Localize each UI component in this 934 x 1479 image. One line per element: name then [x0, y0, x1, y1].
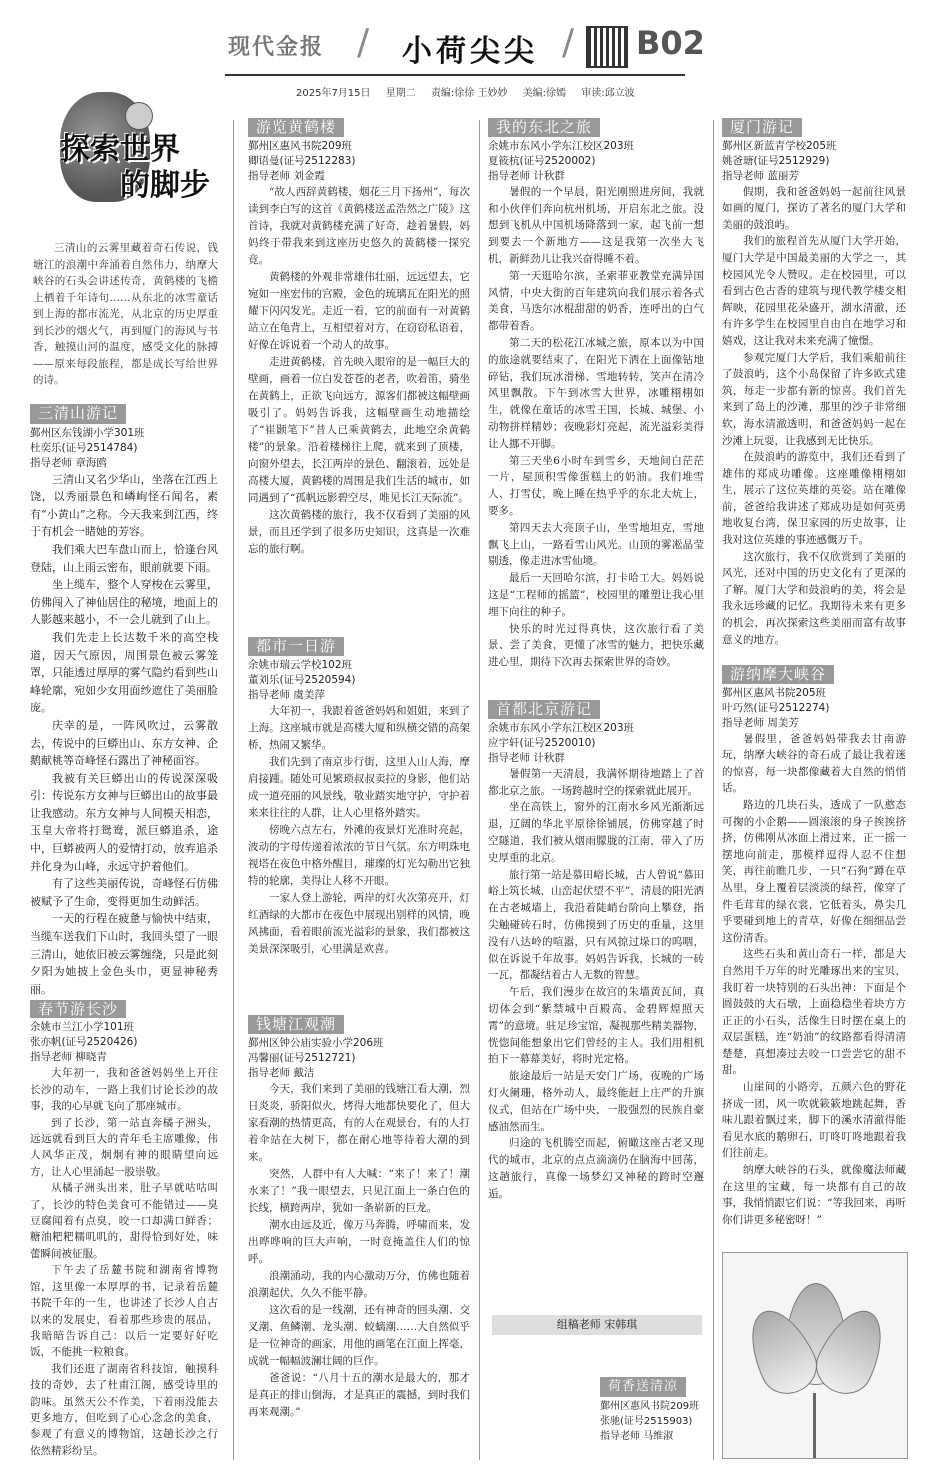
weekday: 星期二: [385, 88, 416, 99]
divider: /: [357, 22, 370, 63]
article-teacher: 指导老师 蓝丽芳: [722, 169, 799, 182]
article-changsha: [30, 1000, 218, 1459]
article-paragraph: 我们乘大巴车盘山而上，恰逢台风登陆，山上雨云密布，眼前就要下雨。: [30, 542, 218, 574]
article-paragraph: 暑假的一个早晨，阳光刚照进房间，我就和小伙伴们奔向杭州机场，开启东北之旅。没想到飞机从中国机场降落到一家，起飞前一想到要去一个新地方——这是我第一次坐大飞机，新鲜劲儿让我兴奋得睡不着。: [488, 185, 704, 265]
article-body: [722, 731, 906, 1229]
article-sanqingshan: [30, 404, 218, 998]
header-rule: [225, 74, 685, 76]
article-title: 我的东北之旅: [488, 118, 600, 137]
article-paragraph: 在鼓浪屿的游览中，我们还看到了雄伟的郑成功雕像。这座雕像栩栩如生，展示了这位英雄的英姿。站在雕像前，爸爸给我讲述了郑成功是如何英勇地收复台湾，保卫家园的历史故事，让我对这位英雄的事迹感慨万千。: [722, 451, 906, 547]
article-paragraph: 我们还逛了湖南省科技馆，触摸科技的奇妙，去了杜甫江阁，感受诗里的韵味。虽然天公不作美，下着雨没能去更多地方，但吃到了心心念念的美食，参观了有意义的博物馆，这趟长沙之行依然精彩纷呈。: [30, 1362, 218, 1457]
page-title: 小荷尖尖: [402, 34, 538, 69]
article-paragraph: 这次旅行，我不仅欣赏到了美丽的风光，还对中国的历史文化有了更深的了解。厦门大学和鼓浪屿的美，将会是我永远珍藏的记忆。我期待未来有更多的机会，再次探索这些美丽而富有故事意义的地方。: [722, 550, 906, 646]
article-teacher: 指导老师 计秋群: [488, 751, 565, 764]
article-school: 余姚市瑞云学校102班: [248, 659, 353, 671]
article-paragraph: 旅行第一站是慕田峪长城，古人曾说“慕田峪上筑长城，山峦起伏望不平”，清晨的阳光洒在古老城墙上，我沿着陡峭台阶向上攀登，指尖触碰砖石时，仿佛摸到了历史的重量，这里没有八达岭的喧嚣，只有风掠过垛口的呜咽，似在诉说千年故事。妈妈告诉我，长城的一砖一瓦，都凝结着古人无数的智慧。: [488, 868, 704, 982]
lotus-painting: [722, 1252, 908, 1459]
masthead: [0, 0, 934, 99]
article-paragraph: 最后一天回哈尔滨，打卡哈工大。妈妈说这是“工程师的摇篮”，校园里的雕塑让我心里埋下向往的种子。: [488, 572, 704, 618]
article-xiamen: [722, 118, 906, 648]
article-teacher: 指导老师 周美芳: [722, 716, 799, 729]
article-body: [248, 703, 470, 958]
painting-title: 荷香送清凉: [600, 1377, 686, 1397]
hero-title: [60, 132, 210, 204]
lotus-stem: [813, 1393, 816, 1459]
hero-banner: [20, 92, 225, 232]
article-title: 春节游长沙: [30, 1000, 126, 1018]
article-teacher: 指导老师 计秋群: [488, 169, 565, 182]
article-qiantang-tide: [248, 1015, 470, 1421]
article-paragraph: 快乐的时光过得真快，这次旅行看了美景、尝了美食，更懂了冰雪的魅力，把快乐藏进心里，期待下次再去探索世界的奇妙。: [488, 622, 704, 669]
article-paragraph: 坐上缆车，整个人穿梭在云雾里，仿佛闯入了神仙居住的秘境，地面上的人影越来越小，不一会儿就到了山上。: [30, 578, 218, 627]
article-paragraph: 纳摩大峡谷的石头，就像魔法师藏在这里的宝藏，每一块都有自己的故事，我悄悄跟它们说：“等我回来，再听你们讲更多秘密呀！”: [722, 1164, 906, 1226]
article-body: [248, 1081, 470, 1421]
article-paragraph: 下午去了岳麓书院和湖南省博物馆，这里像一本厚厚的书，记录着岳麓书院千年的一生，也讲述了长沙人自古以来的发展史，看着那些珍贵的展品，我暗暗告诉自己：以后一定要好好吃饭，不能挑一粒粮食。: [30, 1264, 218, 1359]
article-paragraph: 潮水由远及近，像万马奔腾，呼啸而来，发出哗哗响的巨大声响，一时竟掩盖住人们的惊呼。: [248, 1219, 470, 1265]
article-school: 鄞州区新蓝青学校205班: [722, 139, 837, 152]
article-teacher: 指导老师 刘金霞: [248, 170, 325, 182]
article-body: [30, 471, 218, 999]
article-paragraph: 我们的旅程首先从厦门大学开始，厦门大学是中国最美丽的大学之一，其校园风光令人赞叹。走在校园里，可以看到古色古香的建筑与现代教学楼交相辉映，花园里花朵盛开，湖水清澈，还有许多学生在校园里自由自在地学习和嬉戏，这让我对未来充满了憧憬。: [722, 235, 906, 347]
article-school: 余姚市东风小学东江校区203班: [488, 139, 635, 152]
article-teacher: 指导老师 章海鸥: [30, 456, 107, 469]
painting-school: 鄞州区惠风书院209班: [600, 1400, 700, 1412]
designer: 美编:徐嫣: [522, 88, 567, 99]
article-paragraph: 假期，我和爸爸妈妈一起前往风景如画的厦门，探访了著名的厦门大学和美丽的鼓浪屿。: [722, 185, 906, 231]
article-title: 都市一日游: [248, 637, 344, 656]
intro-text: 三清山的云雾里藏着奇石传说，钱塘江的浪潮中奔涌着自然伟力，纳摩大峡谷的石头会讲述传奇，黄鹤楼的飞檐上栖着千年诗句……从东北的冰雪童话到上海的都市流光，从北京的历史厚重到长沙的烟火气，再到厦门的海风与书香，触摸山河的温度，感受文化的脉搏——原来每段旅程，都是成长写给世界的诗。: [33, 242, 218, 386]
article-paragraph: 这次黄鹤楼的旅行，我不仅看到了美丽的风景，而且还学到了很多历史知识，这真是一次难忘的旅行啊。: [248, 509, 470, 555]
column-rule: [233, 120, 234, 1460]
article-paragraph: 这些石头和黄山奇石一样，都是大自然用千万年的时光雕琢出来的宝贝，我盯着一块特别的石头出神：下面是个圆鼓鼓的大石墩，上面稳稳坐着块方方正正的小石头，活像生日时摆在桌上的双层蛋糕，连“奶油”的纹路都看得清清楚楚，真想凑过去咬一口尝尝它的甜不甜。: [722, 948, 906, 1077]
article-paragraph: 山崖间的小路旁，五颜六色的野花挤成一团，风一吹就簌簌地跳起舞，香味儿跟着飘过来，脚下的溪水清澈得能看见水底的鹅卵石，叮咚叮咚地跟着我们往前走。: [722, 1081, 906, 1160]
article-paragraph: 到了长沙，第一站直奔橘子洲头，远远就看到巨大的青年毛主席雕像，伟人风华正茂，炯炯有神的眼睛望向远方，让人心里涌起一股崇敬。: [30, 1116, 218, 1178]
newspaper-name: 现代金报: [228, 35, 325, 60]
article-paragraph: 大年初一，我跟着爸爸妈妈和姐姐，来到了上海。这座城市就是高楼大厦和纵横交错的高架桥，热闹又繁华。: [248, 705, 470, 751]
article-title: 厦门游记: [722, 118, 802, 137]
article-school: 余姚市东风小学东江校区203班: [488, 721, 635, 734]
article-school: 鄞州区钟公庙实验小学206班: [248, 1037, 384, 1049]
article-paragraph: 大年初一，我和爸爸妈妈坐上开往长沙的动车，一路上我们讨论长沙的故事，我的心早就飞向了那座城市。: [30, 1067, 218, 1113]
article-author: 应宇轩(证号2520010): [488, 736, 596, 749]
article-school: 鄞州区惠风书院209班: [248, 140, 353, 152]
organizer-note: 组稿老师 宋韩琪: [492, 1315, 702, 1335]
article-body: [722, 184, 906, 649]
article-author: 冯馨丽(证号2512721): [248, 1052, 356, 1064]
article-paragraph: 我们先走上长达数千米的高空栈道，因天气原因，周围景色被云雾笼罩，只能透过厚厚的雾气隐约看到些山峰轮廓，宛如少女用面纱遮住了美丽脸庞。: [30, 630, 218, 715]
painting-credit: [600, 1377, 712, 1444]
article-paragraph: 庆幸的是，一阵风吹过，云雾散去，传说中的巨蟒出山、东方女神、企鹅献桃等奇峰怪石露出了神秘面容。: [30, 718, 218, 768]
article-title: 游纳摩大峡谷: [722, 665, 834, 684]
column-rule: [479, 120, 480, 1460]
column-rule: [713, 120, 714, 1460]
article-paragraph: 浪潮涌动，我的内心激动万分，仿佛也随着浪潮起伏，久久不能平静。: [248, 1270, 470, 1299]
article-paragraph: 第四天去大亮顶子山，坐雪地坦克，雪地飘飞上山，一路看雪山风光。山顶的雾凇晶莹剔透，像走进冰雪仙境。: [488, 521, 704, 568]
article-city-tour: [248, 637, 470, 958]
article-teacher: 指导老师 虞美萍: [248, 689, 325, 701]
article-body: [248, 184, 470, 558]
article-paragraph: 黄鹤楼的外观非常雄伟壮丽，远远望去，它宛如一座宏伟的宫殿，金色的琉璃瓦在阳光的照耀下闪闪发光。走近一看，它的前面有一对黄鹤站立在龟背上，互相望着对方，在窃窃私语着，好像在诉说着一个动人的故事。: [248, 271, 470, 351]
article-body: [488, 184, 704, 671]
painting-teacher: 指导老师 马维淑: [600, 1430, 674, 1442]
article-paragraph: 这次看的是一线潮，还有神奇的回头潮、交叉潮、鱼鳞潮、龙头潮、蛟螭潮……大自然似乎是一位神奇的画家，用他的画笔在江面上挥毫，成就一幅幅波澜壮阔的巨作。: [248, 1304, 470, 1367]
page-number: B02: [636, 24, 705, 62]
article-author: 叶巧然(证号2512274): [722, 701, 830, 714]
article-northeast-trip: [488, 118, 704, 671]
child-figure-icon: [125, 102, 153, 130]
article-title: 首都北京游记: [488, 700, 600, 719]
article-author: 张亦帆(证号2520426): [30, 1036, 138, 1049]
article-school: 鄞州区惠风书院205班: [722, 686, 827, 699]
editor: 责编:徐徐 王妙妙: [430, 88, 508, 99]
article-body: [488, 766, 704, 1203]
article-paragraph: 一家人登上游轮，两岸的灯火次第亮开，灯红酒绿的大都市在夜色中展现出别样的风情，晚风拂面，看着眼前流光溢彩的景象，我们都被这美景深深吸引，心里满是欢喜。: [248, 892, 470, 955]
article-paragraph: 路边的几块石头，透成了一队憨态可掬的小企鹅——圆滚滚的身子挨挨挤挤，仿佛刚从冰面上滑过来，正一摇一摆地向前走，那模样逗得人忍不住想笑，再往前瞧几步，一只“石狗”蹲在草丛里，身上覆着层淡淡的绿苔，像穿了件毛茸茸的绿衣裳，它低着头，鼻尖几乎要碰到地上的青草，好像在细细品尝这份清香。: [722, 798, 906, 944]
article-paragraph: 我被有关巨蟒出山的传说深深吸引：传说东方女神与巨蟒出山的故事最让我感动。东方女神与人间模天相恋，玉皇大帝将打鸳鸯，派巨蟒追杀，途中，巨蟒被两人的爱情打动，放弃追杀并化身为山峰，永远守护着他们。: [30, 771, 218, 873]
hero-title-line: 探索世界: [60, 132, 180, 167]
article-namo-canyon: [722, 665, 906, 1228]
article-paragraph: 第一天逛哈尔滨，圣索菲亚教堂充满异国风情，中央大街的百年建筑向我们展示着各式美食，马迭尔冰棍甜甜的奶香，连呼出的白气都带着香。: [488, 269, 704, 333]
article-paragraph: 突然，人群中有人大喊：“来了！来了！潮水来了！”我一眼望去，只见江面上一条白色的长线，横跨两岸，犹如一条崭新的巨龙。: [248, 1168, 470, 1214]
article-paragraph: 第三天坐6小时车到雪乡，天地间白茫茫一片，屋顶积雪像蛋糕上的奶油。我们堆雪人、打雪仗，晚上睡在热乎乎的东北大炕上，要多。: [488, 454, 704, 517]
article-paragraph: 三清山又名少华山，坐落在江西上饶，以秀丽景色和嶙峋怪石闻名，素有“小黄山”之称。今天我来到江西，终于有机会一睹她的芳容。: [30, 472, 218, 539]
article-author: 杜奕乐(证号2514784): [30, 441, 138, 454]
article-paragraph: 旅途最后一站是天安门广场，夜晚的广场灯火阑珊，格外动人，最终能赶上庄严的升旗仪式，但站在广场中央，一股强烈的民族自豪感油然而生。: [488, 1070, 704, 1133]
article-paragraph: 暑假里，爸爸妈妈带我去甘南游玩，纳摩大峡谷的奇石成了最让我着迷的惊喜，每一块都像藏着大自然的悄悄话。: [722, 732, 906, 795]
article-school: 余姚市兰江小学101班: [30, 1021, 135, 1034]
article-school: 鄞州区东钱湖小学301班: [30, 426, 145, 439]
article-paragraph: 走进黄鹤楼，首先映入眼帘的是一幅巨大的壁画，画着一位白发苍苍的老者，吹着笛，骑坐在黄鹤上，正欲飞向远方，源客们都被这幅壁画吸引了。妈妈告诉我，这幅壁画生动地描绘了“崔颢笔下”昔人已乘黄鹤去，此地空余黄鹤楼”的景象。沿着楼梯往上爬，就来到了顶楼，向窗外望去，长江两岸的景色、翻滚着，远处是高楼大厦，黄鹤楼的周围是我们生活的城市，如同遇到了“孤帆远影碧空尽，唯见长江天际流”。: [248, 356, 470, 504]
article-paragraph: 参观完厦门大学后，我们乘船前往了鼓浪屿，这个小岛保留了许多欧式建筑，每走一步都有新的惊喜。我们首先来到了岛上的沙滩，那里的沙子非常细软，海水清澈透明，和爸爸妈妈一起在沙滩上玩耍，让我感到无比快乐。: [722, 351, 906, 447]
article-beijing: [488, 700, 704, 1203]
article-teacher: 指导老师 戴洁: [248, 1067, 315, 1079]
article-paragraph: 今天，我们来到了美丽的钱塘江看大潮，烈日炎炎，骄阳似火，烤得大地都快要化了，但大家看潮的热情更高，有的人在观景台，有的人打着伞站在大树下，都在耐心地等待着大潮的到来。: [248, 1083, 470, 1163]
article-paragraph: 傍晚六点左右，外滩的夜景灯光准时亮起，波动的宇母传递着浓浓的节日气氛。东方明珠电视塔在夜色中格外醒目，璀璨的灯光勾勒出它独特的轮廓，美得让人移不开眼。: [248, 824, 470, 887]
article-paragraph: 坐在高铁上，窗外的江南水乡风光渐渐远退，辽阔的华北平原徐徐铺展，仿佛穿越了时空隧道，我们被从烟雨朦胧的江南，带入了历史厚重的北京。: [488, 801, 704, 864]
article-author: 董刘乐(证号2520594): [248, 674, 356, 686]
article-paragraph: “故人西辞黄鹤楼，烟花三月下扬州”，每次读到李白写的这首《黄鹤楼送孟浩然之广陵》这首诗，我就对黄鹤楼充满了好奇，趁着暑假，妈妈终于带我来到这座历史悠久的黄鹤楼一探究竟。: [248, 186, 470, 266]
article-paragraph: 午后，我们漫步在故宫的朱墙黄瓦间，真切体会到“紫禁城中百殿高，金碧辉煌照天霄”的意境。驻足珍宝馆，凝视那些精美器物，恍惚间能想象出它们曾经的主人。我们用相机拍下一幕幕美好，将时光定格。: [488, 986, 704, 1066]
proofreader: 审读:邱立波: [581, 88, 635, 99]
article-paragraph: 我们先到了南京步行街，这里人山人海，摩肩接踵。随处可见繁琐叔叔卖拉的身影，他们站成一道亮丽的风景线，敬业踏实地守护，守护着来来往往的人群，让人心里格外踏实。: [248, 756, 470, 819]
hero-title-line: 的脚步: [120, 168, 210, 203]
article-teacher: 指导老师 柳晓青: [30, 1051, 107, 1064]
article-paragraph: 有了这些美丽传说，奇峰怪石仿佛被赋予了生命，变得更加生动鲜活。: [30, 877, 218, 908]
painting-author: 张驰(证号2515903): [600, 1415, 693, 1427]
article-author: 夏筱杭(证号2520002): [488, 154, 596, 167]
article-paragraph: 爸爸说：“八月十五的潮水是最大的，那才是真正的排山倒海，才是真正的震撼，到时我们再来观潮。”: [248, 1372, 470, 1418]
article-title: 三清山游记: [30, 404, 126, 424]
divider: /: [562, 22, 575, 63]
article-paragraph: 暑假第一天清晨，我满怀期待地踏上了首都北京之旅。一场跨越时空的探索就此展开。: [488, 767, 704, 797]
article-paragraph: 归途的飞机腾空而起，俯瞰这座古老又现代的城市，北京的点点滴滴仍在脑海中回荡，这趟旅行，真像一场梦幻又神秘的跨时空邂逅。: [488, 1137, 704, 1200]
article-author: 卿语曼(证号2512283): [248, 155, 356, 167]
article-paragraph: 从橘子洲头出来，肚子早就咕咕叫了，长沙的特色美食可不能错过——臭豆腐闻着有点臭，咬一口却满口鲜香；糖油粑粑糯叽叽的，甜得恰到好处，味蕾瞬间被征服。: [30, 1182, 218, 1260]
article-body: [30, 1065, 218, 1459]
article-yellow-crane-tower: [248, 118, 470, 558]
article-author: 姚爸瑭(证号2512929): [722, 154, 830, 167]
article-title: 游览黄鹤楼: [248, 118, 344, 137]
article-paragraph: 第二天的松花江冰城之旅，原本以为中国的旅途就要结束了，在阳光下洒在上面像钻地碎钻，我们玩冰滑梯、雪地转转，笑声在清冷风里飘散。下午到冰雪大世界，冰雕栩栩如生，就像在童话的冰雪王国，长城、城堡、小动物拼样精妙；夜晚彩灯亮起，流光溢彩美得让人挪不开脚。: [488, 336, 704, 450]
dateline: [296, 84, 647, 99]
article-paragraph: 一天的行程在疲惫与愉快中结束，当缆车送我们下山时，我回头望了一眼三清山，她依旧被云雾缠绕，只是此刻夕阳为她披上金色头巾，更显神秘秀丽。: [30, 912, 218, 996]
article-title: 钱塘江观潮: [248, 1015, 344, 1034]
qr-code-icon: [586, 26, 628, 68]
date: 2025年7月15日: [296, 88, 371, 99]
